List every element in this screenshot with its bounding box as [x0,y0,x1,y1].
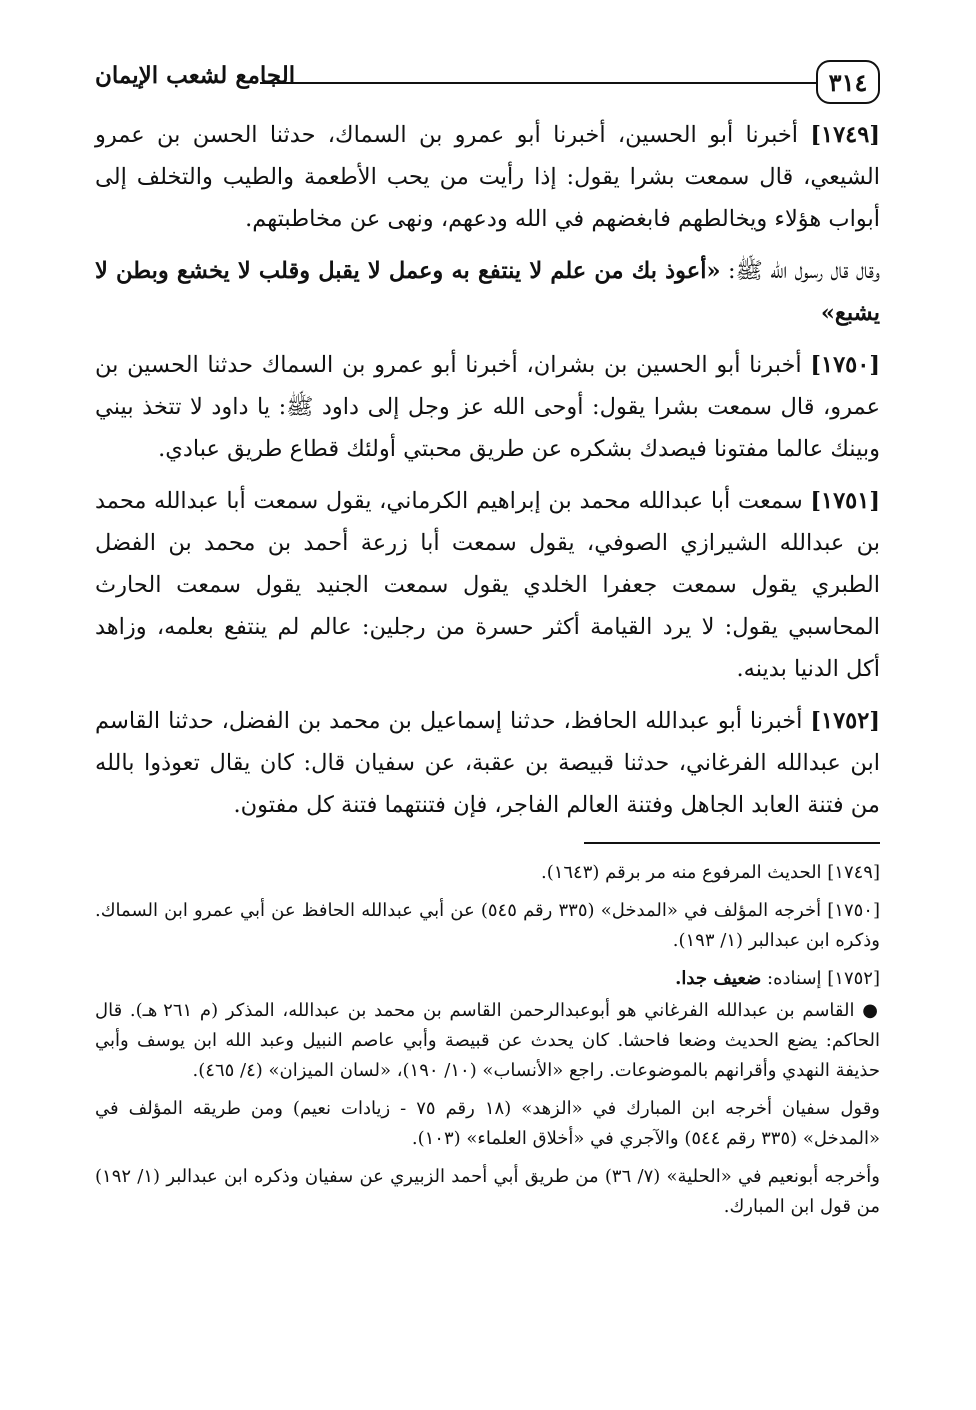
paragraph-1749 [95,114,880,240]
page-header [95,48,880,114]
paragraph-1750 [95,344,880,470]
footnote-hilya-source: وأخرجه أبونعيم في «الحلية» (٧/ ٣٦) من طريق أبي أحمد الزبيري عن سفيان وذكره ابن عبدالبر (١/ ١٩٢) من قول ابن المبارك. [95,1166,881,1217]
entry-number: [١٧٥١] [810,488,880,514]
paragraph-text: أخبرنا أبو الحسين بن بشران، أخبرنا أبو عمرو بن السماك حدثنا الحسين بن عمرو، قال سمعت بشرا يقول: أوحى الله عز وجل إلى داود ﷺ: يا داود لا تتخذ بيني وبينك عالما مفتونا فيصدك بشكره عن طريق محبتي أولئك قطاع طريق عبادي. [95,352,880,462]
book-title: الجامع لشعب الإيمان [95,62,296,89]
paragraph-text: أخبرنا أبو عبدالله الحافظ، حدثنا إسماعيل بن محمد بن الفضل، حدثنا القاسم ابن عبدالله الفرغاني، حدثنا قبيصة بن عقبة، عن سفيان قال: كان يقال تعوذوا بالله من فتنة العابد الجاهل وفتنة العالم الفاجر، فإن فتنتهما فتنة كل مفتون. [95,708,880,818]
footnote-narrator-note: ● القاسم بن عبدالله الفرغاني هو أبوعبدالرحمن القاسم بن محمد بن عبدالله، المذكر (م ٢٦١ هـ). قال الحاكم: يضع الحديث وضعا فاحشا. كان يحدث عن قبيصة وأبي عاصم النبيل وعبد الله ابن يوسف وأبي حذيفة النهدي وأقرانهم بالموضوعات. راجع «الأنساب» (١٠/ ١٩٠)، «لسان الميزان» (٤/ ٤٦٥). [95,1000,880,1081]
paragraph-1752 [95,700,880,826]
footnote-label: إسناده: [761,968,828,989]
page-number: ٣١٤ [816,60,880,104]
entry-number: [١٧٥٠] [810,352,880,378]
saying-intro: وقال قال رسول الله ﷺ: [720,258,880,284]
main-text [95,114,880,826]
entry-number: [١٧٥٢] [810,708,880,734]
footnote-1752 [95,964,880,994]
paragraph-prophet-saying [95,250,880,334]
header-rule [260,82,816,84]
footnotes [95,858,880,1222]
paragraph-text: سمعت أبا عبدالله محمد بن إبراهيم الكرماني، يقول سمعت أبا عبدالله محمد بن عبدالله الشيرازي الصوفي، يقول سمعت أبا زرعة أحمد بن محمد بن الفضل الطبري يقول سمعت جعفرا الخلدي يقول سمعت الجنيد يقول سمعت الحارث المحاسبي يقول: لا يرد القيامة أكثر حسرة من رجلين: عالم لم ينتفع بعلمه، وزاهد أكل الدنيا بدينه. [95,488,880,682]
entry-number: [١٧٤٩] [810,122,880,148]
hadith-quote: «أعوذ بك من علم لا ينتفع به وعمل لا يقبل وقلب لا يخشع وبطن لا يشبع» [95,258,880,326]
document-page [95,48,880,1230]
footnote-1749: [١٧٤٩] الحديث المرفوع منه مر برقم (١٦٤٣). [540,862,880,883]
footnote-number: [١٧٥٢] [827,968,880,989]
footnote-1750: [١٧٥٠] أخرجه المؤلف في «المدخل» (٣٣٥ رقم ٥٤٥) عن أبي عبدالله الحافظ عن أبي عمرو ابن السماك. وذكره ابن عبدالبر (١/ ١٩٣). [95,900,880,951]
footnote-sufyan-sources: وقول سفيان أخرجه ابن المبارك في «الزهد» (١٨ رقم ٧٥ - زيادات نعيم) ومن طريقه المؤلف في «المدخل» (٣٣٥ رقم ٥٤٤) والآجري في «أخلاق العلماء» (١٠٣). [95,1098,880,1149]
footnote-separator [584,842,880,844]
isnad-verdict: ضعيف جدا. [675,968,762,989]
paragraph-text: أخبرنا أبو الحسين، أخبرنا أبو عمرو بن السماك، حدثنا الحسن بن عمرو الشيعي، قال سمعت بشرا يقول: إذا رأيت من يحب الأطعمة والطيب والتخلف إلى أبواب هؤلاء ويخالطهم فابغضهم في الله ودعهم، ونهى عن مخاطبتهم. [95,122,880,232]
paragraph-1751 [95,480,880,690]
